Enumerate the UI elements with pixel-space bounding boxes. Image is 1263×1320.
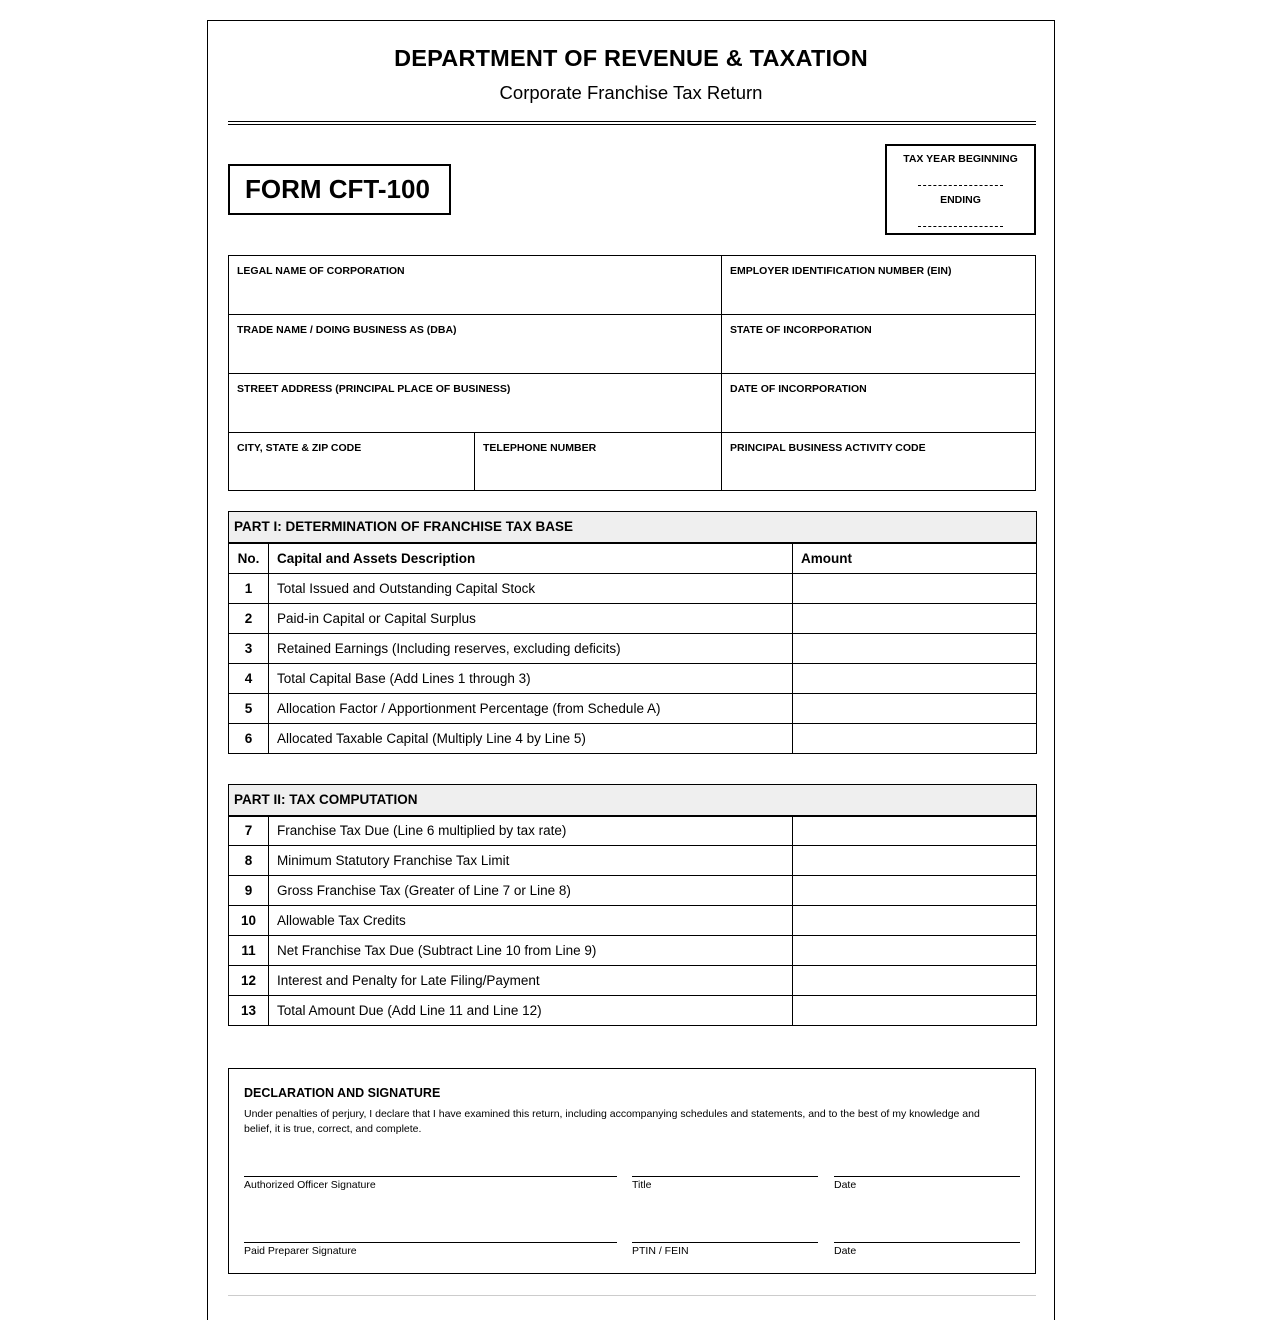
form-page	[207, 20, 1055, 1320]
amount-field[interactable]	[793, 634, 1037, 664]
line-description: Minimum Statutory Franchise Tax Limit	[269, 846, 793, 876]
line-number: 5	[229, 694, 269, 724]
ptin-label: PTIN / FEIN	[632, 1245, 689, 1257]
line-number: 10	[229, 906, 269, 936]
line-item-row	[229, 604, 1037, 634]
line-item-row	[229, 664, 1037, 694]
amount-field[interactable]	[793, 724, 1037, 754]
line-number: 13	[229, 996, 269, 1026]
line-description: Allocated Taxable Capital (Multiply Line 4 by Line 5)	[269, 724, 793, 754]
preparer-signature-label: Paid Preparer Signature	[244, 1245, 357, 1257]
date-of-incorporation-field[interactable]	[722, 374, 1035, 432]
header-double-rule	[228, 121, 1036, 125]
line-item-row	[229, 936, 1037, 966]
line-description: Total Issued and Outstanding Capital Stock	[269, 574, 793, 604]
amount-field[interactable]	[793, 936, 1037, 966]
business-activity-code-label: PRINCIPAL BUSINESS ACTIVITY CODE	[730, 442, 926, 454]
legal-name-field[interactable]	[229, 256, 721, 314]
line-number: 11	[229, 936, 269, 966]
telephone-field[interactable]	[475, 433, 721, 490]
line-number: 12	[229, 966, 269, 996]
preparer-signature-line[interactable]	[244, 1242, 617, 1243]
amount-field[interactable]	[793, 664, 1037, 694]
street-address-field[interactable]	[229, 374, 721, 432]
preparer-date-line[interactable]	[834, 1242, 1020, 1243]
state-of-incorporation-field[interactable]	[722, 315, 1035, 373]
form-id-box: FORM CFT-100	[228, 164, 451, 215]
amount-field[interactable]	[793, 574, 1037, 604]
line-item-row	[229, 876, 1037, 906]
telephone-label: TELEPHONE NUMBER	[483, 442, 597, 454]
line-item-row	[229, 694, 1037, 724]
part2-table	[228, 784, 1037, 1026]
line-number: 6	[229, 724, 269, 754]
line-number: 3	[229, 634, 269, 664]
line-description: Allocation Factor / Apportionment Percentage (from Schedule A)	[269, 694, 793, 724]
preparer-date-label: Date	[834, 1245, 857, 1257]
tax-year-ending-label: ENDING	[940, 194, 981, 206]
declaration-text: Under penalties of perjury, I declare that I have examined this return, including accompanying schedules and statements, and to the best of my knowledge and belief, it is true, correct, and complete.	[244, 1108, 980, 1135]
tax-year-beginning-label: TAX YEAR BEGINNING	[903, 153, 1018, 165]
form-subtitle: Corporate Franchise Tax Return	[499, 82, 763, 103]
ptin-line[interactable]	[632, 1242, 818, 1243]
street-address-label: STREET ADDRESS (PRINCIPAL PLACE OF BUSINESS)	[237, 383, 511, 395]
line-item-row	[229, 634, 1037, 664]
date-of-incorporation-label: DATE OF INCORPORATION	[730, 383, 867, 395]
tax-year-ending-field[interactable]	[918, 226, 1003, 227]
column-header-no: No.	[229, 543, 269, 574]
line-item-row	[229, 816, 1037, 846]
officer-signature-line[interactable]	[244, 1176, 617, 1177]
line-description: Interest and Penalty for Late Filing/Payment	[269, 966, 793, 996]
title-label: Title	[632, 1179, 652, 1191]
line-item-row	[229, 966, 1037, 996]
declaration-box	[228, 1068, 1036, 1274]
line-number: 9	[229, 876, 269, 906]
amount-field[interactable]	[793, 996, 1037, 1026]
city-state-zip-label: CITY, STATE & ZIP CODE	[237, 442, 362, 454]
line-item-row	[229, 906, 1037, 936]
corporation-info-grid	[228, 255, 1036, 491]
ein-field[interactable]	[722, 256, 1035, 314]
amount-field[interactable]	[793, 604, 1037, 634]
line-description: Net Franchise Tax Due (Subtract Line 10 from Line 9)	[269, 936, 793, 966]
line-description: Franchise Tax Due (Line 6 multiplied by tax rate)	[269, 816, 793, 846]
title-line[interactable]	[632, 1176, 818, 1177]
line-number: 4	[229, 664, 269, 694]
tax-year-beginning-field[interactable]	[918, 185, 1003, 186]
line-number: 8	[229, 846, 269, 876]
trade-name-label: TRADE NAME / DOING BUSINESS AS (DBA)	[237, 324, 457, 336]
legal-name-label: LEGAL NAME OF CORPORATION	[237, 265, 405, 277]
line-description: Allowable Tax Credits	[269, 906, 793, 936]
line-description: Gross Franchise Tax (Greater of Line 7 or Line 8)	[269, 876, 793, 906]
line-item-row	[229, 846, 1037, 876]
amount-field[interactable]	[793, 846, 1037, 876]
part1-table	[228, 511, 1037, 754]
line-item-row	[229, 996, 1037, 1026]
line-number: 1	[229, 574, 269, 604]
column-header-amount: Amount	[793, 543, 1037, 574]
business-activity-code-field[interactable]	[722, 433, 1035, 490]
amount-field[interactable]	[793, 906, 1037, 936]
officer-date-label: Date	[834, 1179, 857, 1191]
line-number: 7	[229, 816, 269, 846]
officer-signature-label: Authorized Officer Signature	[244, 1179, 376, 1191]
amount-field[interactable]	[793, 876, 1037, 906]
line-description: Retained Earnings (Including reserves, excluding deficits)	[269, 634, 793, 664]
amount-field[interactable]	[793, 816, 1037, 846]
part1-title: PART I: DETERMINATION OF FRANCHISE TAX BASE	[229, 512, 1037, 543]
declaration-title: DECLARATION AND SIGNATURE	[244, 1086, 441, 1100]
ein-label: EMPLOYER IDENTIFICATION NUMBER (EIN)	[730, 265, 952, 277]
officer-date-line[interactable]	[834, 1176, 1020, 1177]
tax-year-box	[885, 144, 1036, 235]
line-item-row	[229, 574, 1037, 604]
line-number: 2	[229, 604, 269, 634]
state-of-incorporation-label: STATE OF INCORPORATION	[730, 324, 872, 336]
line-description: Total Amount Due (Add Line 11 and Line 12)	[269, 996, 793, 1026]
city-state-zip-field[interactable]	[229, 433, 474, 490]
amount-field[interactable]	[793, 694, 1037, 724]
department-title: DEPARTMENT OF REVENUE & TAXATION	[394, 45, 868, 71]
line-description: Paid-in Capital or Capital Surplus	[269, 604, 793, 634]
amount-field[interactable]	[793, 966, 1037, 996]
trade-name-field[interactable]	[229, 315, 721, 373]
line-description: Total Capital Base (Add Lines 1 through 3)	[269, 664, 793, 694]
column-header-description: Capital and Assets Description	[269, 543, 793, 574]
part2-title: PART II: TAX COMPUTATION	[229, 785, 1037, 816]
line-item-row	[229, 724, 1037, 754]
